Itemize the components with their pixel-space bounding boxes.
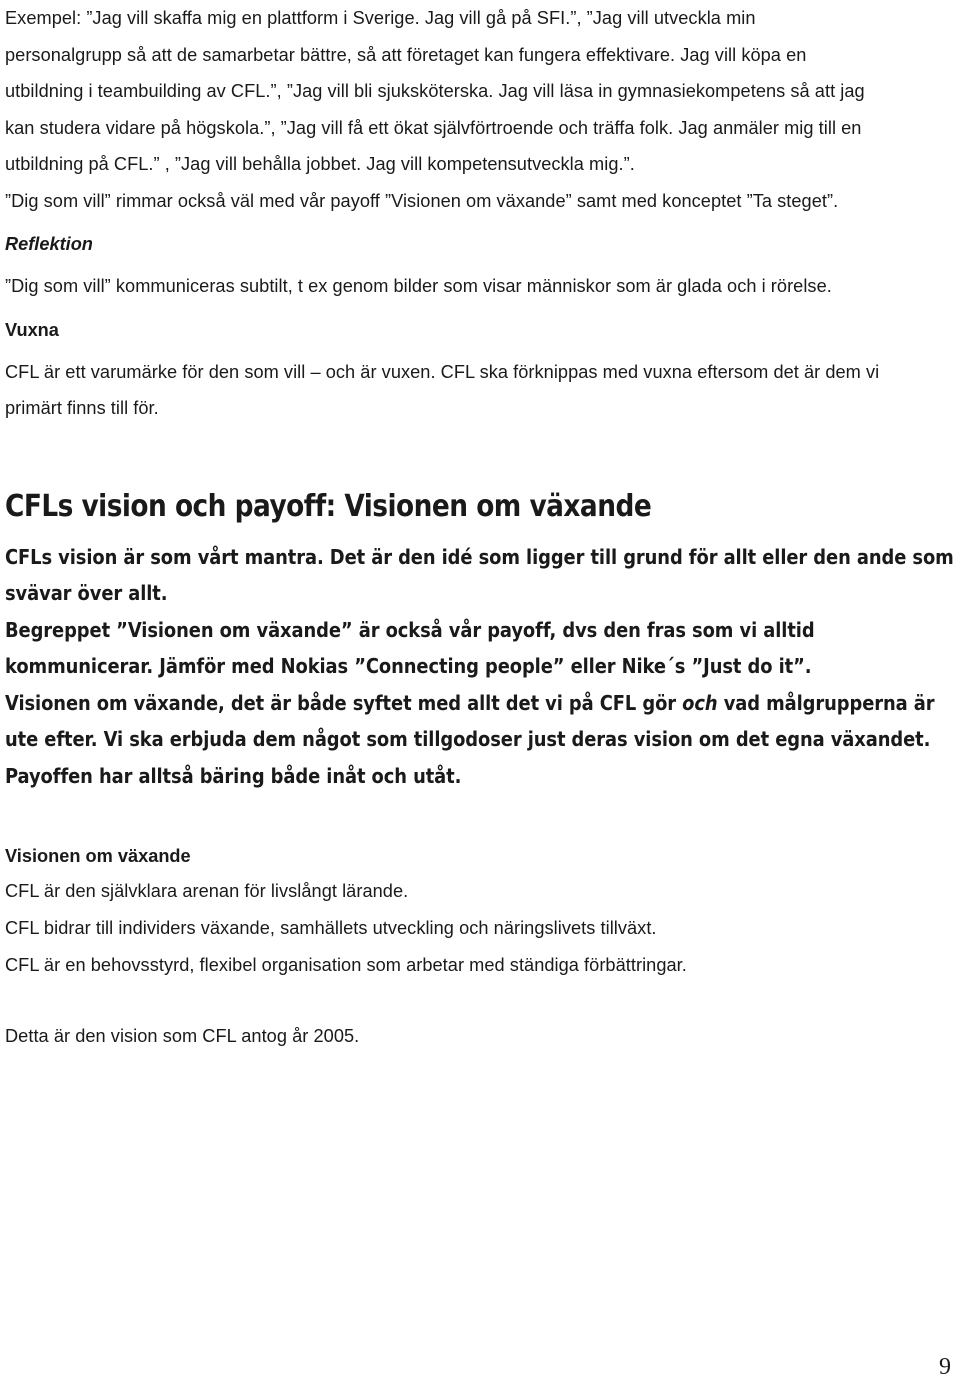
vision-bold-line: Payoffen har alltså bäring både inåt och utåt. bbox=[5, 764, 462, 789]
vision-bold-line bbox=[5, 685, 958, 722]
vision-bold-line: CFLs vision är som vårt mantra. Det är den idé som ligger till grund för allt eller den ande som bbox=[5, 544, 954, 569]
vision-closing: Detta är den vision som CFL antog år 2005. bbox=[5, 1025, 360, 1046]
reflektion-heading: Reflektion bbox=[5, 234, 93, 254]
vision-statement-section bbox=[5, 839, 957, 1055]
intro-line: Exempel: ”Jag vill skaffa mig en plattform i Sverige. Jag vill gå på SFI.”, ”Jag vill utveckla min bbox=[5, 8, 756, 28]
vision-bold-text: Visionen om växande, det är både syftet med allt det vi på CFL gör bbox=[5, 690, 683, 715]
vision-bold-line: kommunicerar. Jämför med Nokias ”Connecting people” eller Nike´s ”Just do it”. bbox=[5, 654, 812, 679]
document-page bbox=[5, 0, 957, 1055]
intro-line: utbildning på CFL.” , ”Jag vill behålla jobbet. Jag vill kompetensutveckla mig.”. bbox=[5, 154, 635, 174]
vision-statement-item: CFL bidrar till individers växande, samhällets utveckling och näringslivets tillväxt. bbox=[5, 917, 657, 938]
vision-statement-item: CFL är den självklara arenan för livslångt lärande. bbox=[5, 880, 409, 901]
vuxna-line: CFL är ett varumärke för den som vill – och är vuxen. CFL ska förknippas med vuxna eftersom det är dem vi bbox=[5, 361, 880, 382]
intro-line: kan studera vidare på högskola.”, ”Jag vill få ett ökat självförtroende och träffa folk. Jag anmäler mig till en bbox=[5, 117, 862, 138]
vision-bold-line: ute efter. Vi ska erbjuda dem något som tillgodoser just deras vision om det egna växandet. bbox=[5, 727, 931, 752]
vision-bold-line: Begreppet ”Visionen om växande” är också vår payoff, dvs den fras som vi alltid bbox=[5, 617, 815, 642]
vision-statement-item: CFL är en behovsstyrd, flexibel organisation som arbetar med ständiga förbättringar. bbox=[5, 954, 687, 975]
intro-line: ”Dig som vill” rimmar också väl med vår payoff ”Visionen om växande” samt med konceptet ”Ta steget”. bbox=[5, 190, 839, 211]
vision-emphasis: och bbox=[682, 690, 718, 715]
vision-bold-line: svävar över allt. bbox=[5, 581, 168, 606]
vision-statement-heading: Visionen om växande bbox=[5, 845, 191, 866]
page-number: 9 bbox=[939, 1354, 951, 1380]
vision-title: CFLs vision och payoff: Visionen om växande bbox=[5, 488, 652, 524]
reflektion-text: ”Dig som vill” kommuniceras subtilt, t ex genom bilder som visar människor som är glada och i rörelse. bbox=[5, 276, 832, 296]
intro-paragraph bbox=[5, 0, 957, 219]
intro-line: personalgrupp så att de samarbetar bättre, så att företaget kan fungera effektivare. Jag vill köpa en bbox=[5, 44, 807, 65]
intro-line: utbildning i teambuilding av CFL.”, ”Jag vill bli sjuksköterska. Jag vill läsa in gymnasiekompetens så att jag bbox=[5, 81, 865, 101]
reflektion-section bbox=[5, 226, 957, 305]
vuxna-section bbox=[5, 312, 957, 427]
vision-bold-text: vad målgrupperna är bbox=[717, 690, 935, 715]
vuxna-line: primärt finns till för. bbox=[5, 398, 159, 418]
vision-bold-block bbox=[5, 539, 958, 795]
vuxna-heading: Vuxna bbox=[5, 319, 59, 340]
